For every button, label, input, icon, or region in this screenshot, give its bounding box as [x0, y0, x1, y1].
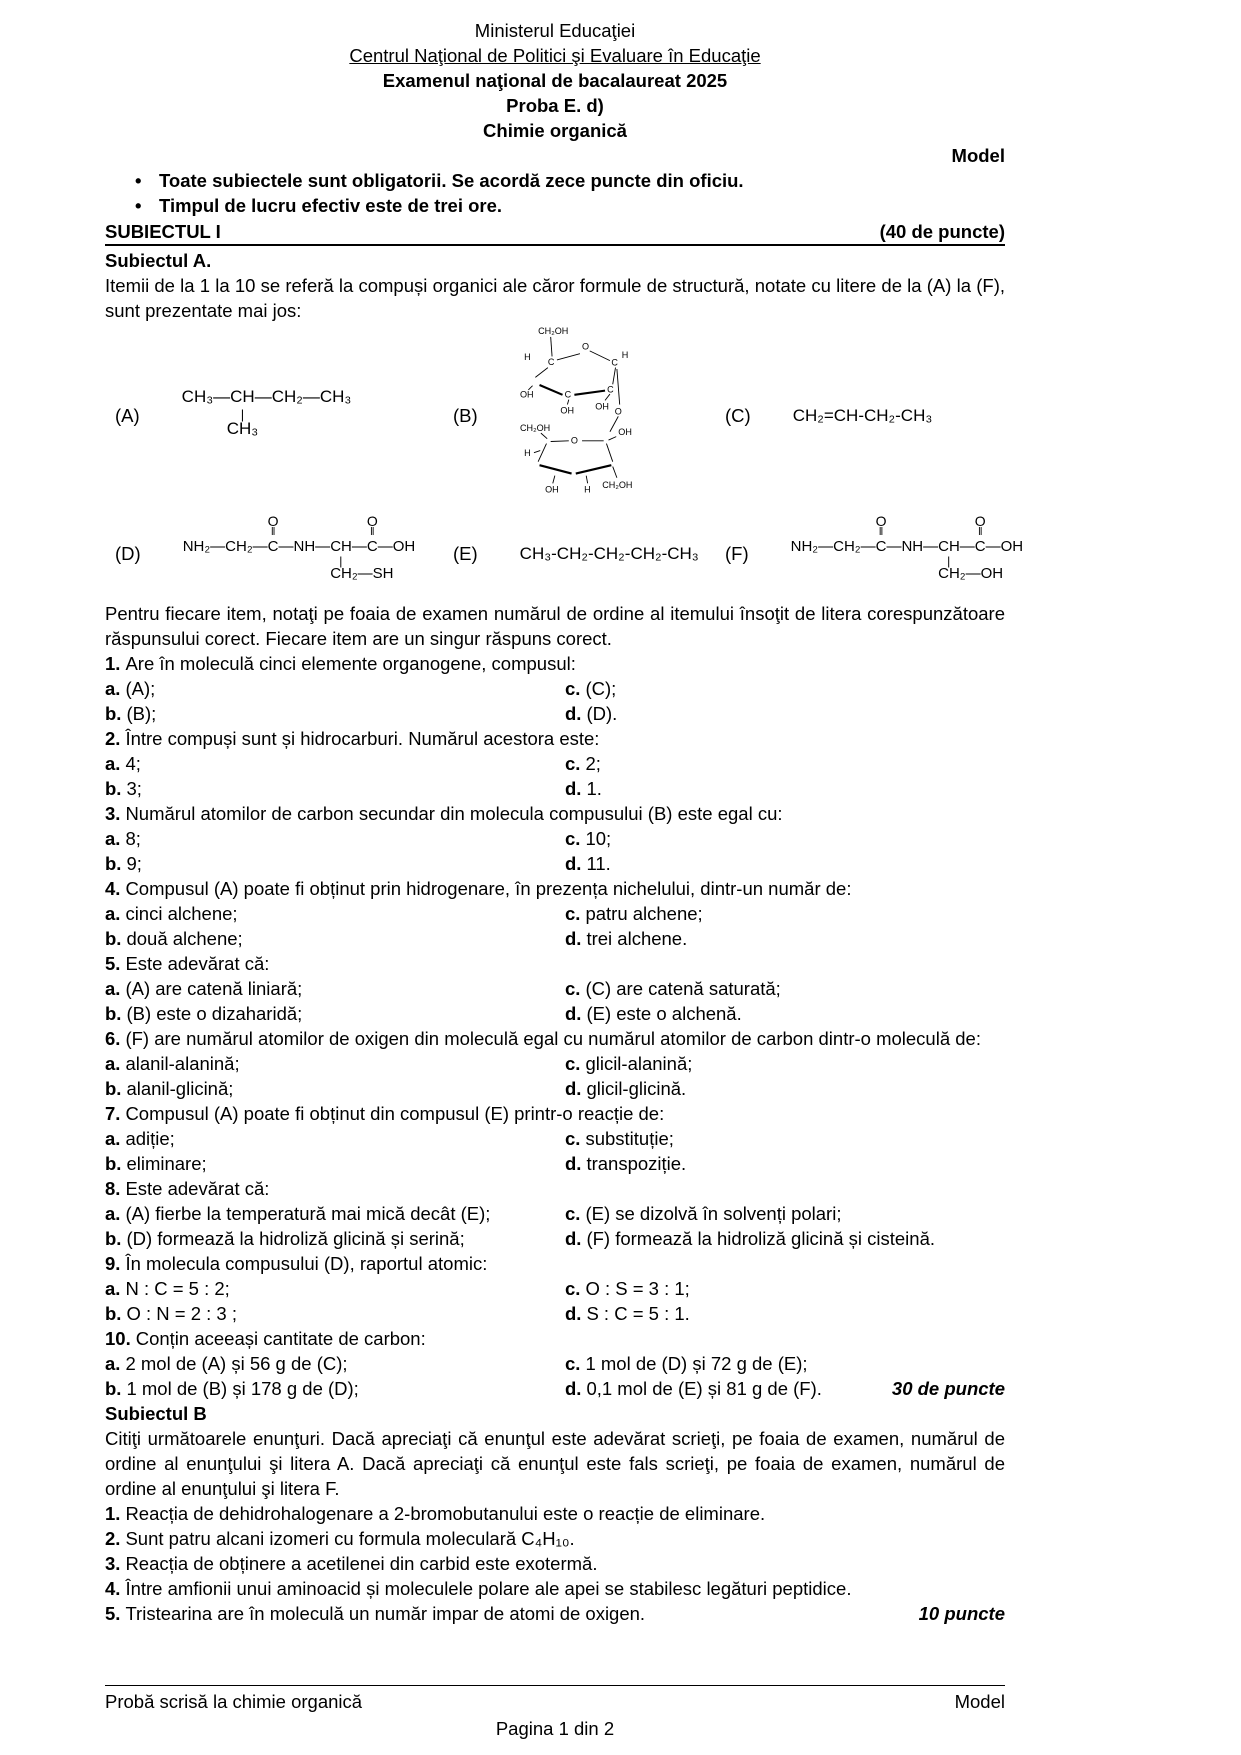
- ch2oh-label: CH₂OH: [519, 423, 550, 434]
- option-a: [105, 901, 565, 926]
- option-text: (B);: [126, 703, 157, 724]
- atom-labels: [520, 326, 632, 494]
- structure-C-label: (C): [725, 404, 751, 426]
- statement-number: 3.: [105, 1553, 121, 1574]
- option-d: [565, 1226, 1005, 1251]
- structure-A-label: (A): [115, 404, 140, 426]
- subiectul1-title: SUBIECTUL I: [105, 221, 221, 242]
- statement-number: 1.: [105, 1503, 121, 1524]
- carbonyl-group: [974, 513, 986, 556]
- option-d: [565, 1151, 1005, 1176]
- h-label: H: [621, 349, 629, 360]
- option-a: [105, 826, 565, 851]
- option-c: [565, 1276, 1005, 1301]
- alpha-carbon: [330, 538, 394, 582]
- note-item: • Timpul de lucru efectiv este de trei ore.: [105, 193, 1005, 218]
- option-a: [105, 676, 565, 701]
- option-c: [565, 1051, 1005, 1076]
- option-text: adiție;: [125, 1128, 175, 1149]
- option-text: (A) are catenă liniară;: [125, 978, 303, 999]
- option-text: S : C = 5 : 1.: [586, 1303, 690, 1324]
- single-bond: |: [947, 553, 951, 568]
- question-statement: Între compuși sunt și hidrocarburi. Numărul acestora este:: [125, 728, 600, 749]
- question-5: [105, 951, 1005, 1026]
- option-text: 3;: [126, 778, 142, 799]
- thiol-side-chain: CH₂—SH: [330, 564, 394, 582]
- option-b: [105, 1376, 565, 1401]
- option-letter: a.: [105, 828, 121, 849]
- option-c: [565, 976, 1005, 1001]
- option-text: glicil-glicină.: [586, 1078, 687, 1099]
- carbon-atom: C: [974, 538, 986, 556]
- option-text: 0,1 mol de (E) și 81 g de (F).: [586, 1378, 822, 1399]
- option-letter: d.: [565, 778, 582, 799]
- option-c: [565, 676, 1005, 701]
- option-letter: a.: [105, 1128, 121, 1149]
- option-text: trei alchene.: [586, 928, 688, 949]
- option-text: eliminare;: [126, 1153, 207, 1174]
- page-number: Pagina 1 din 2: [495, 1718, 615, 1739]
- option-b: [105, 1076, 565, 1101]
- option-letter: b.: [105, 928, 122, 949]
- option-d: [565, 1001, 1005, 1026]
- footer-right: Model: [954, 1691, 1005, 1712]
- option-a: [105, 1201, 565, 1226]
- options-grid: [105, 976, 1005, 1026]
- structure-F-cell: [715, 506, 1023, 599]
- double-bond: ‖: [977, 526, 983, 539]
- oh-label: OH: [560, 405, 574, 416]
- option-c: [565, 826, 1005, 851]
- question-number: 9.: [105, 1253, 121, 1274]
- chain-segment: —: [351, 538, 367, 556]
- oh-label: OH: [519, 389, 534, 400]
- option-letter: b.: [105, 1153, 122, 1174]
- single-bond: |: [240, 406, 245, 422]
- question-text: [105, 1326, 1005, 1351]
- option-letter: a.: [105, 753, 121, 774]
- option-letter: d.: [565, 703, 582, 724]
- option-letter: a.: [105, 1203, 121, 1224]
- carbon-label: C: [606, 384, 614, 395]
- option-d: [565, 1076, 1005, 1101]
- option-text: O : S = 3 : 1;: [585, 1278, 690, 1299]
- option-letter: b.: [105, 853, 122, 874]
- option-letter: c.: [565, 828, 581, 849]
- option-text: 1 mol de (B) și 178 g de (D);: [126, 1378, 359, 1399]
- option-c: [565, 1201, 1005, 1226]
- option-b: [105, 1301, 565, 1326]
- statement-5: [105, 1601, 1005, 1626]
- option-letter: c.: [565, 1128, 581, 1149]
- carbonyl-group: [366, 513, 378, 556]
- carbon-atom: C: [366, 538, 378, 556]
- option-a: [105, 751, 565, 776]
- center-line: Centrul Naţional de Politici şi Evaluare în Educaţie: [349, 45, 761, 66]
- oxygen-atom: O: [875, 513, 887, 530]
- option-text: (A);: [125, 678, 156, 699]
- options-grid: [105, 1126, 1005, 1176]
- proba-line: Proba E. d): [506, 95, 604, 116]
- partB-intro: Citiţi următoarele enunţuri. Dacă apreciaţi că enunţul este adevărat scrieţi, pe foaia de examen, numărul de ordine al enunţului şi litera A. Dacă apreciaţi că enunţul este fals scrieţi, pe foaia de examen, numărul de ordine al enunţului şi litera F.: [105, 1428, 1005, 1499]
- option-letter: d.: [565, 1153, 582, 1174]
- option-text: (D).: [586, 703, 618, 724]
- option-text: patru alchene;: [585, 903, 703, 924]
- carbon-label: C: [547, 356, 555, 367]
- question-number: 3.: [105, 803, 121, 824]
- statement-text: Tristearina are în moleculă un număr impar de atomi de oxigen.: [125, 1603, 646, 1624]
- structure-A: [181, 384, 352, 438]
- carbonyl-oxygen: [367, 515, 378, 538]
- question-10: [105, 1326, 1005, 1401]
- statement-number: 4.: [105, 1578, 121, 1599]
- exam-title: Examenul naţional de bacalaureat 2025: [382, 70, 728, 91]
- structure-D-cell: [105, 506, 443, 599]
- structure-C: CH₂=CH-CH₂-CH₃: [792, 405, 933, 425]
- option-letter: c.: [565, 753, 581, 774]
- points-label: 10 puncte: [918, 1603, 1005, 1624]
- carbon-atom: C: [875, 538, 887, 556]
- carbonyl-group: [267, 513, 279, 556]
- option-letter: c.: [565, 978, 581, 999]
- option-b: [105, 851, 565, 876]
- h-label: H: [523, 351, 531, 362]
- chain-segment: —OH: [985, 538, 1024, 556]
- chain-segment: —NH—: [278, 538, 331, 556]
- option-text: glicil-alanină;: [585, 1053, 693, 1074]
- structures-row-1: [105, 325, 1005, 505]
- option-letter: c.: [565, 903, 581, 924]
- partB-title: Subiectul B: [105, 1403, 207, 1424]
- options-grid: [105, 826, 1005, 876]
- partA-instruction: Pentru fiecare item, notaţi pe foaia de examen numărul de ordine al itemului însoţit de litera corespunzătoare răspunsului corect. Fiecare item are un singur răspuns corect.: [105, 603, 1005, 649]
- question-text: [105, 951, 1005, 976]
- option-text: 9;: [126, 853, 142, 874]
- options-grid: [105, 1276, 1005, 1326]
- option-a: [105, 976, 565, 1001]
- statement-number: 2.: [105, 1528, 121, 1549]
- options-grid: [105, 1201, 1005, 1251]
- discipline-line: Chimie organică: [483, 120, 627, 141]
- question-statement: Are în moleculă cinci elemente organogene, compusul:: [125, 653, 576, 674]
- statement-2: [105, 1526, 1005, 1551]
- option-letter: a.: [105, 1053, 121, 1074]
- question-2: [105, 726, 1005, 801]
- structure-F-label: (F): [725, 542, 749, 564]
- options-grid: [105, 901, 1005, 951]
- options-grid: [105, 751, 1005, 801]
- structures-block: [105, 325, 1024, 601]
- question-statement: (F) are numărul atomilor de oxigen din moleculă egal cu numărul atomilor de carbon dintr-o moleculă de:: [125, 1028, 981, 1049]
- ring-oxygen-label: O: [570, 435, 578, 446]
- structure-A-cell: [105, 384, 443, 447]
- option-text: 4;: [125, 753, 141, 774]
- option-letter: a.: [105, 1278, 121, 1299]
- statement-text: Reacția de obținere a acetilenei din carbid este exotermă.: [125, 1553, 598, 1574]
- option-c: [565, 1351, 1005, 1376]
- double-bond: ‖: [878, 526, 884, 539]
- question-text: [105, 651, 1005, 676]
- chain-segment: —OH: [377, 538, 416, 556]
- option-text: (E) se dizolvă în solvenți polari;: [585, 1203, 842, 1224]
- model-label: Model: [951, 145, 1005, 166]
- option-letter: c.: [565, 678, 581, 699]
- statement-3: [105, 1551, 1005, 1576]
- question-text: [105, 801, 1005, 826]
- chain-segment: NH₂—CH₂—: [790, 538, 876, 556]
- ch-group: CH: [938, 538, 960, 556]
- options-grid: [105, 676, 1005, 726]
- ring-oxygen-label: O: [581, 341, 589, 352]
- option-b: [105, 701, 565, 726]
- structure-D-label: (D): [115, 542, 141, 564]
- option-c: [565, 901, 1005, 926]
- option-text: 1.: [586, 778, 602, 799]
- chain-segment: —CH₂—CH₃: [254, 386, 352, 406]
- option-b: [105, 926, 565, 951]
- question-statement: Numărul atomilor de carbon secundar din molecula compusului (B) este egal cu:: [125, 803, 783, 824]
- option-text: (B) este o dizaharidă;: [126, 1003, 303, 1024]
- statement-text: Sunt patru alcani izomeri cu formula moleculară C₄H₁₀.: [125, 1528, 575, 1549]
- option-letter: d.: [565, 1378, 582, 1399]
- single-bond: |: [339, 553, 343, 568]
- option-text: 10;: [585, 828, 612, 849]
- oh-label: OH: [544, 484, 559, 495]
- question-3: [105, 801, 1005, 876]
- alpha-carbon: [938, 538, 1004, 582]
- structure-B-cell: [443, 325, 715, 505]
- option-c: [565, 1126, 1005, 1151]
- option-letter: c.: [565, 1053, 581, 1074]
- structure-E-label: (E): [453, 542, 478, 564]
- statements-list: [105, 1501, 1005, 1626]
- option-text: (E) este o alchenă.: [586, 1003, 742, 1024]
- chain-segment: NH₂—CH₂—: [182, 538, 268, 556]
- carbonyl-oxygen: [268, 515, 279, 538]
- option-a: [105, 1051, 565, 1076]
- oxygen-atom: O: [366, 513, 378, 530]
- note-item: • Toate subiectele sunt obligatorii. Se acordă zece puncte din oficiu.: [105, 168, 1005, 193]
- question-number: 4.: [105, 878, 121, 899]
- option-text: două alchene;: [126, 928, 243, 949]
- option-d: [565, 851, 1005, 876]
- branched-carbon: [226, 384, 259, 438]
- carbonyl-oxygen: [975, 515, 986, 538]
- question-text: [105, 1101, 1005, 1126]
- question-number: 6.: [105, 1028, 121, 1049]
- chain-segment: —: [959, 538, 975, 556]
- option-letter: b.: [105, 1303, 122, 1324]
- question-statement: Este adevărat că:: [125, 953, 270, 974]
- option-text: N : C = 5 : 2;: [125, 1278, 230, 1299]
- chain-segment: CH₃—: [181, 386, 231, 406]
- option-letter: b.: [105, 1003, 122, 1024]
- question-statement: Compusul (A) poate fi obținut din compusul (E) printr-o reacție de:: [125, 1103, 665, 1124]
- option-letter: d.: [565, 1003, 582, 1024]
- options-grid: [105, 1351, 1005, 1401]
- option-a: [105, 1351, 565, 1376]
- subiectul1-points: (40 de puncte): [879, 221, 1005, 242]
- option-letter: b.: [105, 1228, 122, 1249]
- option-letter: b.: [105, 1078, 122, 1099]
- option-letter: d.: [565, 928, 582, 949]
- question-statement: Este adevărat că:: [125, 1178, 270, 1199]
- option-text: (D) formează la hidroliză glicină și serină;: [126, 1228, 465, 1249]
- option-text: 2;: [585, 753, 601, 774]
- option-text: 11.: [586, 853, 611, 874]
- double-bond: ‖: [370, 526, 375, 539]
- question-number: 10.: [105, 1328, 131, 1349]
- oh-label: OH: [617, 427, 632, 438]
- option-b: [105, 776, 565, 801]
- option-letter: b.: [105, 703, 122, 724]
- option-text: (A) fierbe la temperatură mai mică decât (E);: [125, 1203, 491, 1224]
- question-number: 5.: [105, 953, 121, 974]
- option-a: [105, 1126, 565, 1151]
- option-text: 2 mol de (A) și 56 g de (C);: [125, 1353, 348, 1374]
- option-d: [565, 701, 1005, 726]
- structure-E-cell: [443, 541, 715, 566]
- option-letter: d.: [565, 1303, 582, 1324]
- question-text: [105, 1176, 1005, 1201]
- question-9: [105, 1251, 1005, 1326]
- option-letter: d.: [565, 1228, 582, 1249]
- option-letter: a.: [105, 678, 121, 699]
- side-chain: [938, 553, 1004, 582]
- hydroxyl-side-chain: CH₂—OH: [938, 564, 1004, 582]
- statement-text: Între amfionii unui aminoacid și moleculele polare ale apei se stabilesc legături peptidice.: [125, 1578, 852, 1599]
- structures-row-2: [105, 505, 1024, 601]
- methyl-branch: CH₃: [226, 418, 259, 438]
- side-chain: [330, 553, 394, 582]
- ch2oh-label: CH₂OH: [601, 480, 633, 491]
- structure-F: [790, 513, 1024, 582]
- page-footer: [105, 1685, 1005, 1741]
- ch2oh-label: CH₂OH: [537, 326, 568, 337]
- option-letter: a.: [105, 1353, 121, 1374]
- option-letter: d.: [565, 1078, 582, 1099]
- carbon-label: C: [564, 389, 571, 400]
- h-label: H: [583, 484, 591, 495]
- option-letter: d.: [565, 853, 582, 874]
- structure-C-cell: [715, 403, 1005, 428]
- statement-1: [105, 1501, 1005, 1526]
- option-d: [565, 776, 1005, 801]
- structure-D: [182, 513, 416, 582]
- option-letter: b.: [105, 1378, 122, 1399]
- option-letter: c.: [565, 1278, 581, 1299]
- structure-E: CH₃-CH₂-CH₂-CH₂-CH₃: [519, 543, 699, 563]
- option-d: [565, 1301, 1005, 1326]
- question-1: [105, 651, 1005, 726]
- option-letter: a.: [105, 978, 121, 999]
- partA-intro: Itemii de la 1 la 10 se referă la compuși organici ale căror formule de structură, notate cu litere de la (A) la (F), sunt prezentate mai jos:: [105, 275, 1005, 321]
- question-number: 1.: [105, 653, 121, 674]
- option-letter: b.: [105, 778, 122, 799]
- footer-left: Probă scrisă la chimie organică: [105, 1691, 363, 1712]
- option-letter: c.: [565, 1353, 581, 1374]
- question-number: 2.: [105, 728, 121, 749]
- option-text: O : N = 2 : 3 ;: [126, 1303, 237, 1324]
- question-4: [105, 876, 1005, 951]
- ch-group: CH: [230, 386, 255, 406]
- option-b: [105, 1226, 565, 1251]
- question-statement: Conțin aceeași cantitate de carbon:: [135, 1328, 426, 1349]
- question-statement: Compusul (A) poate fi obținut prin hidrogenare, în prezența nichelului, dintr-un număr de:: [125, 878, 852, 899]
- option-text: cinci alchene;: [125, 903, 238, 924]
- option-text: 1 mol de (D) și 72 g de (E);: [585, 1353, 808, 1374]
- statement-number: 5.: [105, 1603, 121, 1624]
- structure-B-label: (B): [453, 404, 478, 426]
- question-text: [105, 1026, 1005, 1051]
- h-label: H: [523, 448, 531, 459]
- question-statement: În molecula compusului (D), raportul atomic:: [125, 1253, 488, 1274]
- question-text: [105, 876, 1005, 901]
- option-text: (C) are catenă saturată;: [585, 978, 781, 999]
- option-d: [565, 926, 1005, 951]
- oxygen-atom: O: [974, 513, 986, 530]
- oh-label: OH: [594, 401, 609, 412]
- option-text: substituție;: [585, 1128, 674, 1149]
- structure-B: [520, 325, 642, 505]
- option-letter: a.: [105, 903, 121, 924]
- carbonyl-oxygen: [876, 515, 887, 538]
- carbon-label: C: [610, 357, 618, 368]
- ministry-line: Ministerul Educaţiei: [474, 20, 636, 41]
- question-7: [105, 1101, 1005, 1176]
- option-text: (F) formează la hidroliză glicină și cisteină.: [586, 1228, 935, 1249]
- questions-list: [105, 651, 1005, 1401]
- option-text: (C);: [585, 678, 617, 699]
- question-6: [105, 1026, 1005, 1101]
- question-number: 7.: [105, 1103, 121, 1124]
- option-text: transpoziție.: [586, 1153, 687, 1174]
- oxygen-atom: O: [267, 513, 279, 530]
- ch-group: CH: [330, 538, 352, 556]
- option-a: [105, 1276, 565, 1301]
- chain-segment: —NH—: [886, 538, 939, 556]
- option-b: [105, 1001, 565, 1026]
- option-b: [105, 1151, 565, 1176]
- question-8: [105, 1176, 1005, 1251]
- options-grid: [105, 1051, 1005, 1101]
- subiectul1-header: [105, 219, 1005, 246]
- carbon-atom: C: [267, 538, 279, 556]
- glycosidic-oxygen-label: O: [614, 406, 622, 417]
- statement-text: Reacția de dehidrohalogenare a 2-bromobutanului este o reacție de eliminare.: [125, 1503, 766, 1524]
- question-text: [105, 1251, 1005, 1276]
- option-text: 8;: [125, 828, 141, 849]
- points-label: 30 de puncte: [891, 1378, 1005, 1399]
- statement-4: [105, 1576, 1005, 1601]
- question-text: [105, 726, 1005, 751]
- branch: [226, 406, 259, 438]
- option-text: alanil-alanină;: [125, 1053, 240, 1074]
- footer-row: [105, 1689, 1005, 1714]
- question-number: 8.: [105, 1178, 121, 1199]
- partA-title: Subiectul A.: [105, 250, 212, 271]
- double-bond: ‖: [270, 526, 276, 539]
- option-c: [565, 751, 1005, 776]
- option-letter: c.: [565, 1203, 581, 1224]
- carbonyl-group: [875, 513, 887, 556]
- option-text: alanil-glicină;: [126, 1078, 234, 1099]
